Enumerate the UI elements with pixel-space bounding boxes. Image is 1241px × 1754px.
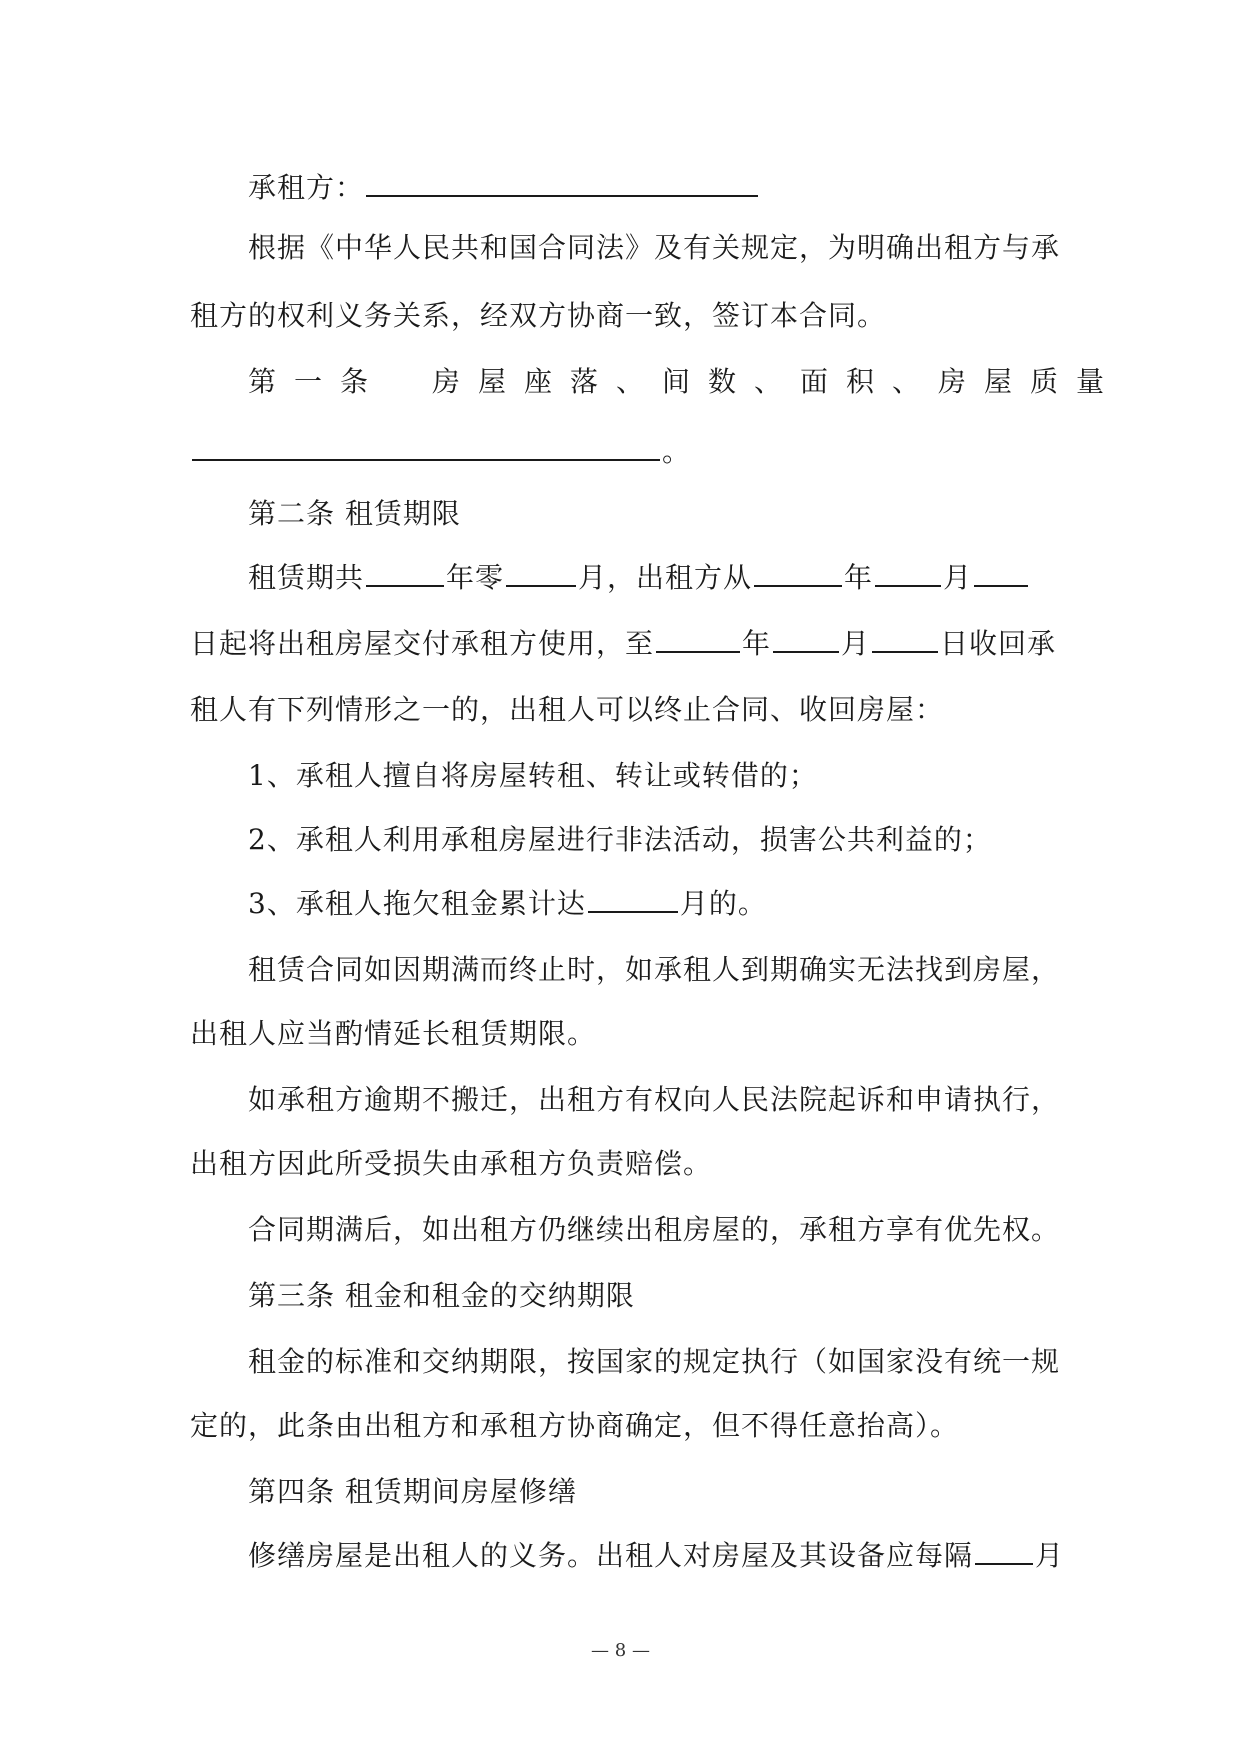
paragraph-line: 租赁合同如因期满而终止时，如承租人到期确实无法找到房屋， (248, 953, 1061, 986)
text: 年 (742, 627, 772, 660)
end-month-blank (773, 625, 839, 653)
repair-interval-blank (975, 1537, 1033, 1565)
paragraph-line: 租金的标准和交纳期限，按国家的规定执行（如国家没有统一规 (248, 1345, 1061, 1378)
tenant-blank (366, 169, 758, 197)
paragraph-line: 出租方因此所受损失由承租方负责赔偿。 (190, 1147, 713, 1180)
text: 月 (841, 627, 871, 660)
end-year-blank (656, 625, 740, 653)
article-1-blank-line (190, 432, 691, 472)
paragraph-line: 定的，此条由出租方和承租方协商确定，但不得任意抬高）。 (190, 1409, 960, 1442)
paragraph-line: 租方的权利义务关系，经双方协商一致，签订本合同。 (190, 299, 887, 332)
article-2-heading: 第二条 租赁期限 (248, 497, 461, 530)
text: 3、承租人拖欠租金累计达 (248, 887, 586, 920)
text: 年 (844, 561, 874, 594)
text: 月 (1035, 1539, 1065, 1572)
paragraph-line: 如承租方逾期不搬迁，出租方有权向人民法院起诉和申请执行， (248, 1083, 1061, 1116)
start-year-blank (754, 559, 842, 587)
list-item (248, 884, 767, 924)
article-4-heading: 第四条 租赁期间房屋修缮 (248, 1475, 577, 1508)
paragraph-line: 根据《中华人民共和国合同法》及有关规定，为明确出租方与承 (248, 231, 1061, 264)
months-blank (506, 559, 576, 587)
text: 年零 (446, 561, 505, 594)
text: 月的。 (679, 887, 767, 920)
text: 租赁期共 (248, 561, 365, 594)
start-month-blank (875, 559, 941, 587)
list-item: 2、承租人利用承租房屋进行非法活动，损害公共利益的； (248, 823, 992, 856)
paragraph-line: 租人有下列情形之一的，出租人可以终止合同、收回房屋： (190, 693, 945, 726)
text: 月，出租方从 (578, 561, 753, 594)
text: 月 (943, 561, 973, 594)
article-1-heading: 第一条 房屋座落、间数、面积、房屋质量 (248, 365, 1123, 398)
text: 日收回承 (940, 627, 1057, 660)
start-day-blank (974, 559, 1028, 587)
house-info-blank (192, 433, 660, 461)
years-blank (366, 559, 444, 587)
article-3-heading: 第三条 租金和租金的交纳期限 (248, 1279, 635, 1312)
text: 日起将出租房屋交付承租方使用，至 (190, 627, 655, 660)
text: 修缮房屋是出租人的义务。出租人对房屋及其设备应每隔 (248, 1539, 974, 1572)
end-day-blank (872, 625, 938, 653)
list-item: 1、承租人擅自将房屋转租、转让或转借的； (248, 759, 818, 792)
arrears-months-blank (588, 885, 678, 913)
period: 。 (662, 435, 692, 468)
paragraph-line: 出租人应当酌情延长租赁期限。 (190, 1017, 597, 1050)
paragraph-line: 合同期满后，如出租方仍继续出租房屋的，承租方享有优先权。 (248, 1213, 1061, 1246)
lease-term-line (248, 558, 1030, 598)
tenant-label: 承租方： (248, 171, 365, 204)
tenant-line (248, 168, 760, 208)
lease-term-line-2 (190, 624, 1056, 664)
page-number: — 8 — (591, 1640, 650, 1661)
paragraph-line (248, 1536, 1064, 1576)
